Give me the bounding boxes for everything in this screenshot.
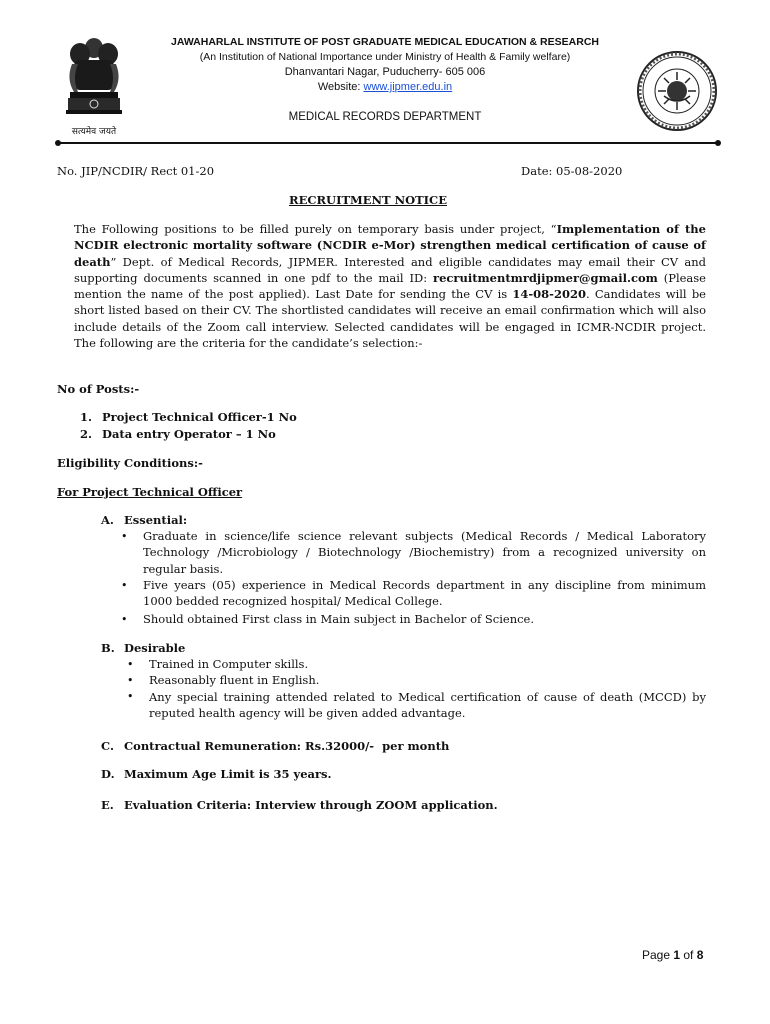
page-of: of <box>680 948 697 962</box>
intro-text-3: (Please mention the name of the post applied). Last Date for sending the CV is <box>74 270 706 302</box>
bullet-icon: • <box>127 690 134 703</box>
essential-item: Graduate in science/life science relevant subjects (Medical Records / Medical Laboratory Technology /Microbiology / Biotechnology /Biochemistry) from a recognized university on regular basis. <box>143 529 706 576</box>
post-item-number: 1. <box>80 410 93 424</box>
bullet-icon: • <box>127 674 134 687</box>
website-link[interactable]: www.jipmer.edu.in <box>363 81 453 93</box>
last-date: 14-08-2020 <box>512 287 586 302</box>
desirable-item: Trained in Computer skills. <box>149 657 309 671</box>
project-name: Implementation of the NCDIR electronic mortality software (NCDIR e-Mor) strengthen medical certification of cause of death <box>74 222 706 269</box>
intro-text-2: ” Dept. of Medical Records, JIPMER. Interested and eligible candidates may email their CV and supporting documents scanned in one pdf to the mail ID: <box>74 254 706 285</box>
intro-paragraph <box>74 221 706 351</box>
essential-title: Essential: <box>124 513 188 527</box>
bullet-icon: • <box>121 579 128 592</box>
notice-title: RECRUITMENT NOTICE <box>289 193 447 207</box>
current-page: 1 <box>673 948 681 962</box>
desirable-item: Reasonably fluent in English. <box>149 673 320 687</box>
institution-name: JAWAHARLAL INSTITUTE OF POST GRADUATE MEDICAL EDUCATION & RESEARCH <box>171 36 599 48</box>
intro-text-4: . Candidates will be short listed based on their CV. The shortlisted candidates will receive an email confirmation which will also include details of the Zoom call interview. Selected candidates will be engaged in ICMR-NCDIR project. The following are the criteria for the candidate’s selection:- <box>74 287 706 351</box>
posts-heading: No of Posts:- <box>57 382 140 396</box>
institution-address: Dhanvantari Nagar, Puducherry- 605 006 <box>284 66 486 78</box>
evaluation-text: Evaluation Criteria: Interview through ZOOM application. <box>124 798 498 812</box>
notice-date: Date: 05-08-2020 <box>521 164 623 178</box>
intro-text-1: The Following positions to be filled purely on temporary basis under project, “ <box>74 222 557 236</box>
bullet-icon: • <box>121 530 128 543</box>
institution-subtitle: (An Institution of National Importance under Ministry of Health & Family welfare) <box>199 51 571 63</box>
institute-seal <box>636 50 718 132</box>
essential-label: A. <box>101 513 114 527</box>
essential-item: Should obtained First class in Main subject in Bachelor of Science. <box>143 612 535 626</box>
desirable-item: Any special training attended related to Medical certification of cause of death (MCCD) by reputed health agency will be given added advantage. <box>149 690 706 721</box>
remuneration-label: C. <box>101 739 114 753</box>
age-limit-label: D. <box>101 767 115 781</box>
header-rule <box>57 142 717 144</box>
lion-capital-icon <box>58 34 130 122</box>
bullet-icon: • <box>121 613 128 626</box>
essential-item: Five years (05) experience in Medical Records department in any discipline from minimum 1000 bedded recognized hospital/ Medical College. <box>143 578 706 609</box>
website-label: Website: <box>317 81 364 93</box>
page-label: Page <box>642 948 674 962</box>
evaluation-label: E. <box>101 798 114 812</box>
post-item-number: 2. <box>80 427 93 441</box>
remuneration-text: Contractual Remuneration: Rs.32000/- per month <box>124 739 450 753</box>
rule-dot-right <box>715 140 721 146</box>
desirable-title: Desirable <box>124 641 186 655</box>
pto-heading: For Project Technical Officer <box>57 485 243 499</box>
seal-icon <box>636 50 718 132</box>
institution-website-line <box>150 81 620 93</box>
national-emblem <box>58 34 130 137</box>
post-item: Data entry Operator – 1 No <box>102 427 276 441</box>
bullet-icon: • <box>127 658 134 671</box>
post-item: Project Technical Officer-1 No <box>102 410 297 424</box>
department-name: MEDICAL RECORDS DEPARTMENT <box>288 111 482 123</box>
emblem-motto: सत्यमेव जयते <box>71 127 117 137</box>
desirable-label: B. <box>101 641 115 655</box>
eligibility-heading: Eligibility Conditions:- <box>57 456 203 470</box>
age-limit-text: Maximum Age Limit is 35 years. <box>124 767 332 781</box>
page-number <box>642 948 703 962</box>
email-address[interactable]: recruitmentmrdjipmer@gmail.com <box>433 270 658 285</box>
total-pages: 8 <box>696 948 704 962</box>
reference-number: No. JIP/NCDIR/ Rect 01-20 <box>57 164 215 178</box>
